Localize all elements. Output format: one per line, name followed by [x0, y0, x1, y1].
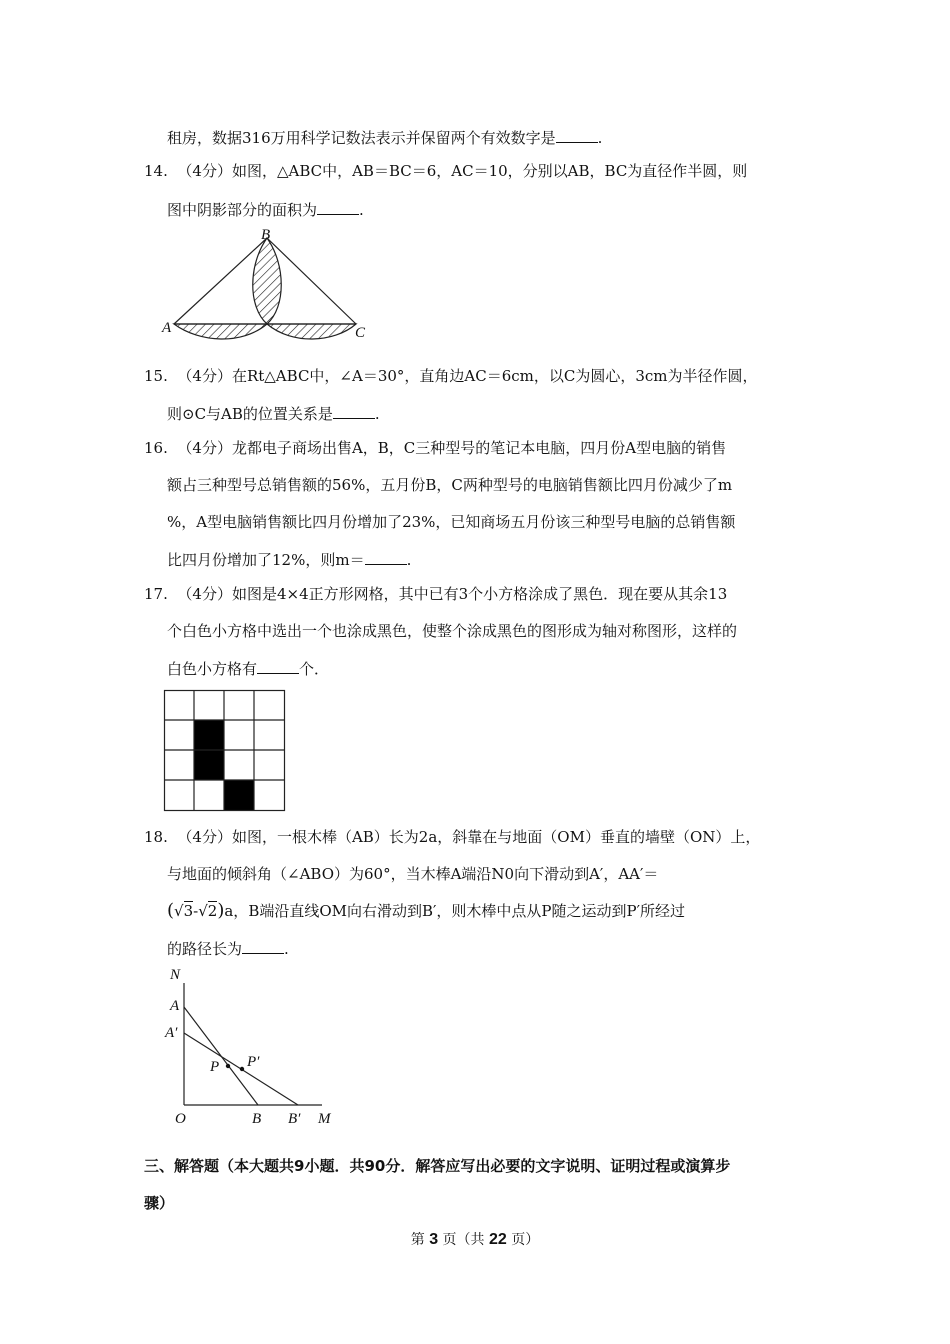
label-o: O	[175, 1111, 186, 1127]
page-total: 22	[489, 1231, 507, 1248]
q15-line2: 则⊙C与AB的位置关系是 .	[167, 405, 380, 423]
shaded-segment-right	[267, 324, 356, 339]
q18-figure	[160, 965, 340, 1127]
q16-line3: %，A型电脑销售额比四月份增加了23%，已知商场五月份该三种型号电脑的总销售额	[167, 513, 736, 531]
grid-lines	[164, 690, 285, 811]
point-p1	[240, 1067, 244, 1071]
q16-line1: 16. （4分）龙都电子商场出售A，B，C三种型号的笔记本电脑，四月份A型电脑的销售	[144, 439, 727, 457]
label-p1: P′	[247, 1054, 260, 1070]
answer-blank	[365, 550, 407, 565]
sqrt-2: √2	[198, 902, 218, 920]
shaded-lens	[253, 238, 282, 324]
point-p	[226, 1064, 230, 1068]
q18-line4: 的路径长为 .	[167, 940, 289, 958]
label-b: B	[252, 1111, 262, 1127]
q18-line2: 与地面的倾斜角（∠ABO）为60°，当木棒A端沿N0向下滑动到A′，AA′＝	[167, 865, 659, 883]
answer-blank	[257, 659, 299, 674]
page-number: 3	[429, 1231, 439, 1248]
label-b1: B′	[288, 1111, 301, 1127]
q18-line3: (√3-√2)a，B端沿直线OM向右滑动到B′，则木棒中点从P随之运动到P′所经过	[167, 900, 686, 921]
label-a1: A′	[165, 1025, 178, 1041]
q14-line1: 14. （4分）如图，△ABC中，AB＝BC＝6，AC＝10，分别以AB，BC为直径作半圆，则	[144, 162, 748, 180]
q17-line3: 白色小方格有 个．	[167, 660, 330, 678]
black-cell	[224, 780, 254, 810]
q17-line2: 个白色小方格中选出一个也涂成黑色，使整个涂成黑色的图形成为轴对称图形，这样的	[167, 622, 738, 640]
q15-line1: 15. （4分）在Rt△ABC中，∠A＝30°，直角边AC＝6cm，以C为圆心，3cm为半径作圆，	[144, 367, 758, 385]
shaded-segment-left	[174, 324, 267, 339]
q18-line1: 18. （4分）如图，一根木棒（AB）长为2a，斜靠在与地面（OM）垂直的墙壁（ON）上，	[144, 828, 761, 846]
label-m: M	[318, 1111, 331, 1127]
label-n: N	[170, 967, 181, 983]
label-c: C	[355, 325, 366, 341]
q17-line1: 17. （4分）如图是4×4正方形网格，其中已有3个小方格涂成了黑色．现在要从其余13	[144, 585, 728, 603]
q13-text: 租房，数据316万用科学记数法表示并保留两个有效数字是 .	[167, 129, 603, 147]
q14-figure	[160, 225, 375, 343]
section3-heading-cont: 骤）	[144, 1194, 175, 1212]
answer-blank	[242, 939, 284, 954]
q16-line4: 比四月份增加了12%，则m＝ .	[167, 551, 412, 569]
q17-grid	[164, 690, 286, 812]
section3-heading: 三、解答题（本大题共9小题．共90分．解答应写出必要的文字说明、证明过程或演算步	[144, 1157, 731, 1175]
label-a: A	[170, 998, 180, 1014]
answer-blank	[556, 128, 598, 143]
q14-line2: 图中阴影部分的面积为 .	[167, 201, 364, 219]
page-footer: 第 3 页（共 22 页）	[410, 1231, 540, 1248]
label-a: A	[162, 320, 172, 336]
q16-line2: 额占三种型号总销售额的56%，五月份B，C两种型号的电脑销售额比四月份减少了m	[167, 476, 733, 494]
sqrt-3: √3	[174, 902, 194, 920]
label-p: P	[210, 1059, 220, 1075]
label-b: B	[261, 227, 271, 243]
answer-blank	[317, 200, 359, 215]
answer-blank	[333, 404, 375, 419]
